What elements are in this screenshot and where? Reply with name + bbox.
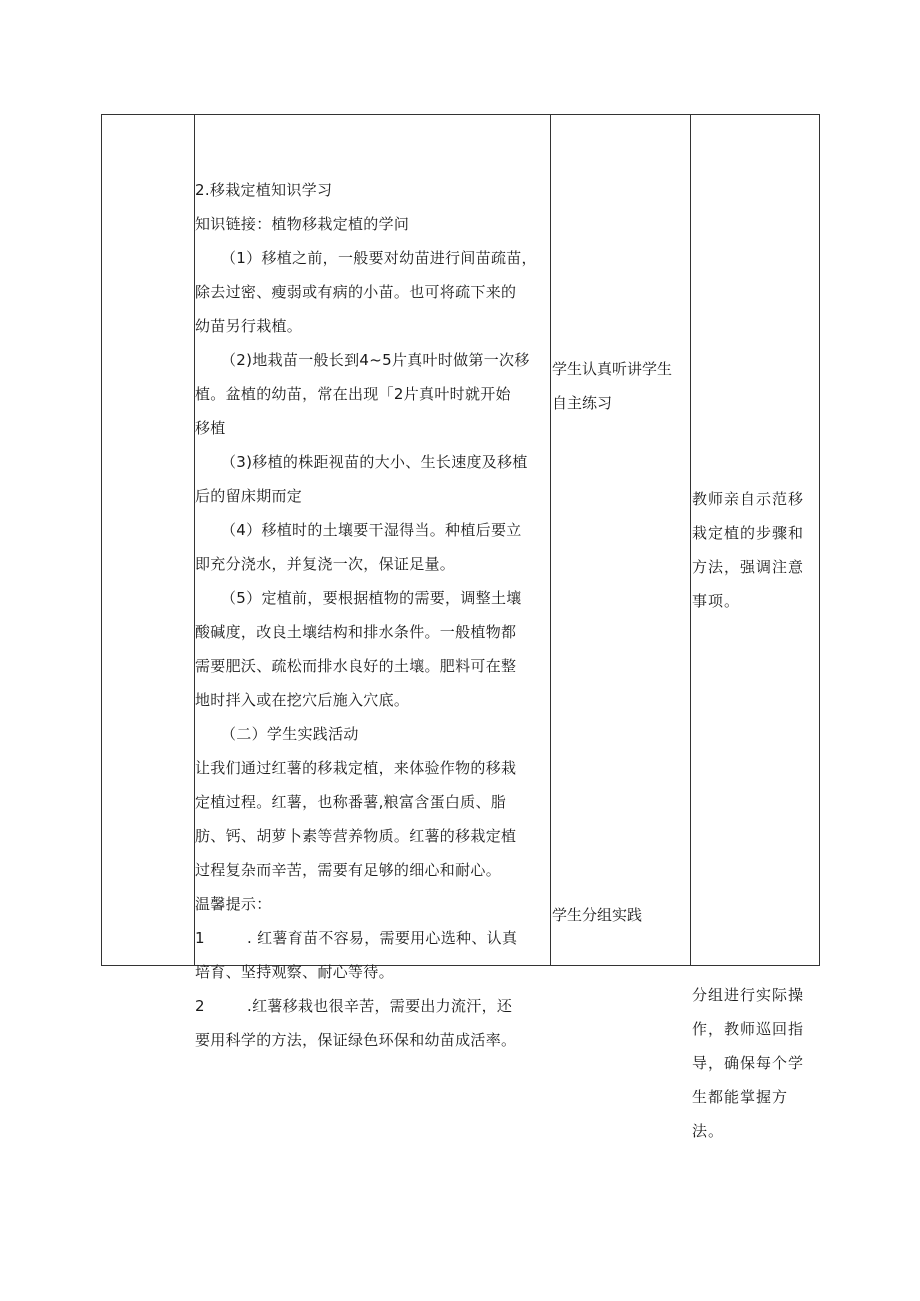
teacher-note-line: 方法，强调注意 [692, 558, 805, 576]
tip-2-line: 要用科学的方法，保证绿色环保和幼苗成活率。 [195, 1031, 517, 1049]
student-activity-line: 学生认真听讲学生 [552, 360, 673, 378]
item-5-line: 酸碱度，改良土壤结构和排水条件。一般植物都 [195, 623, 517, 641]
teacher-note-1 [692, 482, 820, 618]
column-divider [690, 115, 691, 965]
item-5-line: （5）定植前，要根据植物的需要，调整土壤 [221, 589, 522, 607]
teacher-note-line: 导，确保每个学 [692, 1054, 805, 1072]
tip-1-text: . 红薯育苗不容易，需要用心选种、认真 [247, 929, 518, 947]
tip-1-line: 培育、坚持观察、耐心等待。 [195, 963, 394, 981]
column-divider [550, 115, 551, 965]
item-3-line: （3)移植的株距视苗的大小、生长速度及移植 [221, 453, 528, 471]
teacher-note-line: 生都能掌握方 [692, 1088, 789, 1106]
item-3-line: 后的留床期而定 [195, 487, 303, 505]
item-1-line: （1）移植之前，一般要对幼苗进行间苗疏苗， [221, 249, 537, 267]
teaching-content-cell [195, 173, 547, 1057]
item-5-line: 需要肥沃、疏松而排水良好的土壤。肥料可在整 [195, 657, 517, 675]
practice-line: 定植过程。红薯，也称番薯,粮富含蛋白质、脂 [195, 793, 507, 811]
tip-2-text: .红薯移栽也很辛苦，需要出力流汗，还 [247, 997, 513, 1015]
practice-line: 肪、钙、胡萝卜素等营养物质。红薯的移栽定植 [195, 827, 517, 845]
teacher-note-line: 作，教师巡回指 [692, 1020, 805, 1038]
item-1-line: 幼苗另行栽植。 [195, 317, 303, 335]
teacher-note-line: 法。 [692, 1122, 725, 1140]
item-2-line: （2)地栽苗一般长到4~5片真叶时做第一次移 [221, 351, 530, 369]
lesson-table [101, 114, 820, 1140]
practice-heading: （二）学生实践活动 [221, 725, 359, 743]
item-5-line: 地时拌入或在挖穴后施入穴底。 [195, 691, 410, 709]
item-2-line: 移植 [195, 419, 226, 437]
tip-2-line [195, 989, 547, 1023]
student-activity-line: 学生分组实践 [552, 906, 643, 924]
tip-1-number: 1 [195, 929, 205, 947]
teacher-note-line: 栽定植的步骤和 [692, 524, 805, 542]
teacher-note-line: 事项。 [692, 592, 741, 610]
teacher-note-line: 分组进行实际操 [692, 986, 805, 1004]
item-2-line: 植。盆植的幼苗，常在出现「2片真叶时就开始 [195, 385, 511, 403]
item-4-line: 即充分浇水，并复浇一次，保证足量。 [195, 555, 456, 573]
student-activity-2 [552, 898, 690, 932]
item-1-line: 除去过密、瘦弱或有病的小苗。也可将疏下来的 [195, 283, 517, 301]
student-activity-1 [552, 352, 690, 420]
student-activity-line: 自主练习 [552, 394, 613, 412]
teacher-note-line: 教师亲自示范移 [692, 490, 805, 508]
tip-1-line [195, 921, 547, 955]
tip-2-number: 2 [195, 997, 205, 1015]
practice-line: 过程复杂而辛苦，需要有足够的细心和耐心。 [195, 861, 502, 879]
teacher-note-2 [692, 978, 820, 1148]
tips-heading: 温馨提示： [195, 895, 272, 913]
knowledge-link: 知识链接：植物移栽定植的学问 [195, 215, 410, 233]
section-heading: 2.移栽定植知识学习 [195, 181, 333, 199]
practice-line: 让我们通过红薯的移栽定植，来体验作物的移栽 [195, 759, 517, 777]
item-4-line: （4）移植时的土壤要干湿得当。种植后要立 [221, 521, 522, 539]
